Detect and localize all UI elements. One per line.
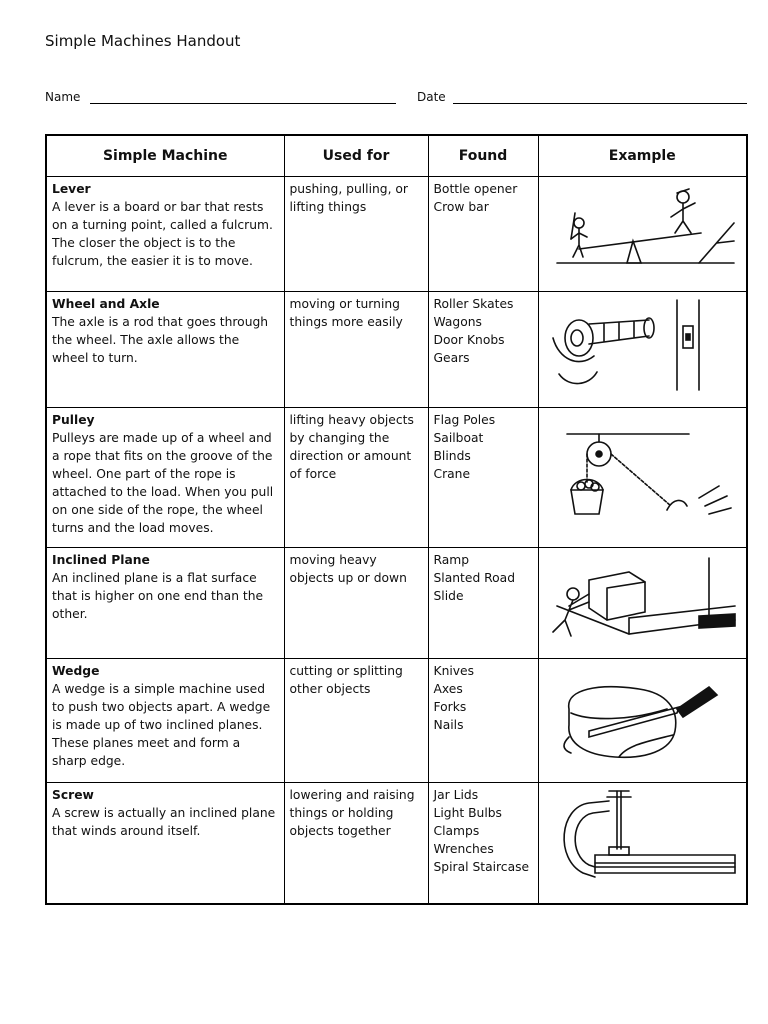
found-cell — [428, 783, 538, 904]
found-item: Clamps — [433, 824, 480, 838]
found-item: Blinds — [433, 449, 471, 463]
used-for-text: moving or turning things more easily — [289, 297, 403, 329]
example-cell — [538, 177, 747, 292]
found-item: Crow bar — [433, 200, 489, 214]
machine-description: A wedge is a simple machine used to push two objects apart. A wedge is made up of two inclined planes. These planes meet and form a sharp edge. — [52, 682, 271, 768]
machine-description: The axle is a rod that goes through the wheel. The axle allows the wheel to turn. — [52, 315, 269, 365]
found-cell — [428, 408, 538, 548]
machine-description: Pulleys are made up of a wheel and a rope that fits on the groove of the wheel. One part of the rope is attached to the load. When you pull on one side of the rope, the wheel turns and the load moves. — [52, 431, 274, 535]
machine-name: Lever — [52, 182, 91, 196]
machine-name: Wheel and Axle — [52, 297, 160, 311]
machine-description: A screw is actually an inclined plane that winds around itself. — [52, 806, 276, 838]
found-item: Axes — [433, 682, 463, 696]
pulley-bucket-illustration — [549, 414, 739, 534]
found-item: Nails — [433, 718, 464, 732]
found-item: Sailboat — [433, 431, 484, 445]
table-row — [46, 292, 747, 408]
door-knob-illustration — [549, 298, 739, 398]
machine-name: Screw — [52, 788, 94, 802]
found-item: Slanted Road — [433, 571, 516, 585]
table-row — [46, 659, 747, 783]
simple-machines-table — [45, 134, 748, 905]
used-for-cell — [284, 177, 428, 292]
header-simple-machine: Simple Machine — [46, 135, 284, 177]
found-item: Wagons — [433, 315, 482, 329]
machine-cell — [46, 408, 284, 548]
example-cell — [538, 292, 747, 408]
used-for-text: cutting or splitting other objects — [289, 664, 403, 696]
used-for-cell — [284, 659, 428, 783]
machine-cell — [46, 783, 284, 904]
found-item: Knives — [433, 664, 475, 678]
machine-name: Inclined Plane — [52, 553, 150, 567]
header-used-for: Used for — [284, 135, 428, 177]
machine-cell — [46, 659, 284, 783]
found-item: Wrenches — [433, 842, 494, 856]
machine-cell — [46, 292, 284, 408]
knife-bread-illustration — [549, 665, 739, 775]
found-item: Forks — [433, 700, 467, 714]
header-found: Found — [428, 135, 538, 177]
found-item: Flag Poles — [433, 413, 496, 427]
machine-description: A lever is a board or bar that rests on a turning point, called a fulcrum. The closer the object is to the fulcrum, the easier it is to move. — [52, 200, 273, 268]
found-item: Door Knobs — [433, 333, 505, 347]
used-for-text: lifting heavy objects by changing the direction or amount of force — [289, 413, 414, 481]
table-row — [46, 783, 747, 904]
used-for-text: lowering and raising things or holding objects together — [289, 788, 415, 838]
found-cell — [428, 659, 538, 783]
date-field[interactable] — [453, 103, 747, 104]
c-clamp-illustration — [549, 789, 739, 894]
example-cell — [538, 783, 747, 904]
used-for-text: pushing, pulling, or lifting things — [289, 182, 408, 214]
machine-name: Wedge — [52, 664, 100, 678]
header-example: Example — [538, 135, 747, 177]
machine-cell — [46, 548, 284, 659]
page-title: Simple Machines Handout — [45, 32, 241, 50]
machine-description: An inclined plane is a flat surface that is higher on one end than the other. — [52, 571, 264, 621]
name-field[interactable] — [90, 103, 396, 104]
name-label: Name — [45, 90, 81, 104]
found-cell — [428, 292, 538, 408]
found-item: Jar Lids — [433, 788, 479, 802]
found-cell — [428, 548, 538, 659]
used-for-cell — [284, 292, 428, 408]
example-cell — [538, 548, 747, 659]
example-cell — [538, 408, 747, 548]
found-item: Bottle opener — [433, 182, 518, 196]
table-row — [46, 548, 747, 659]
seesaw-illustration — [549, 183, 739, 283]
found-item: Spiral Staircase — [433, 860, 530, 874]
found-item: Light Bulbs — [433, 806, 502, 820]
found-item: Crane — [433, 467, 471, 481]
used-for-cell — [284, 548, 428, 659]
found-item: Ramp — [433, 553, 470, 567]
date-label: Date — [417, 90, 446, 104]
name-date-row — [45, 90, 747, 106]
machine-name: Pulley — [52, 413, 95, 427]
ramp-box-illustration — [549, 554, 739, 654]
table-row — [46, 177, 747, 292]
table-row — [46, 408, 747, 548]
found-item: Gears — [433, 351, 470, 365]
machine-cell — [46, 177, 284, 292]
found-cell — [428, 177, 538, 292]
used-for-text: moving heavy objects up or down — [289, 553, 407, 585]
table-header-row — [46, 135, 747, 177]
used-for-cell — [284, 408, 428, 548]
used-for-cell — [284, 783, 428, 904]
found-item: Slide — [433, 589, 464, 603]
example-cell — [538, 659, 747, 783]
found-item: Roller Skates — [433, 297, 514, 311]
